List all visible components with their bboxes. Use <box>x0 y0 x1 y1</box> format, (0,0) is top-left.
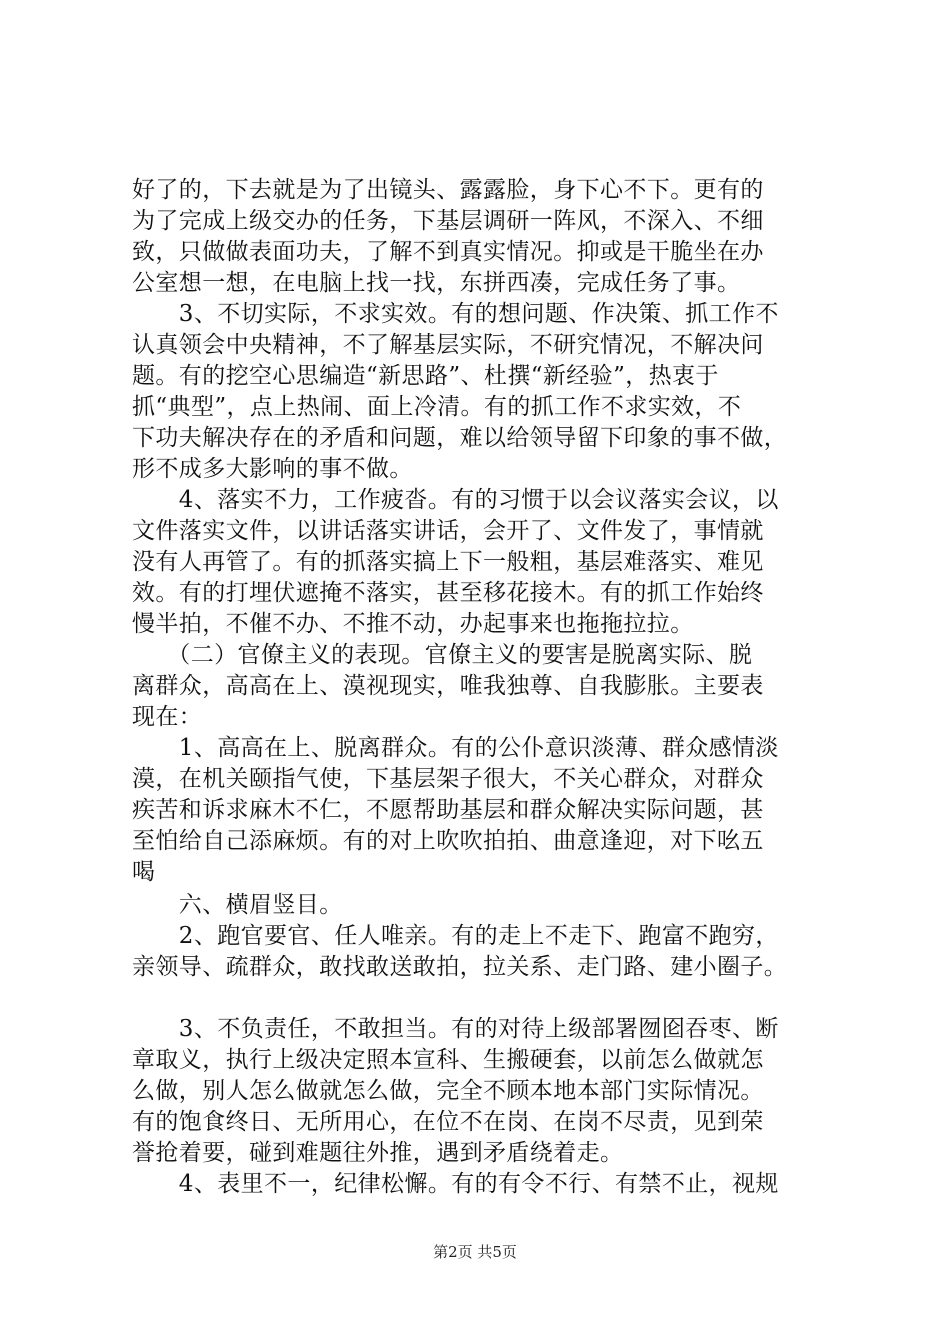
text-line: 效。有的打埋伏遮掩不落实，甚至移花接木。有的抓工作始终 <box>132 580 764 606</box>
text-line: 下功夫解决存在的矛盾和问题，难以给领导留下印象的事不做， <box>132 425 788 451</box>
text-line: 文件落实文件，以讲话落实讲话，会开了、文件发了，事情就 <box>132 518 764 544</box>
text-line: 形不成多大影响的事不做。 <box>132 456 413 482</box>
text-line: 喝 <box>132 859 156 885</box>
text-line: 抓“典型”，点上热闹、面上冷清。有的抓工作不求实效，不 <box>132 394 742 420</box>
text-line: 认真领会中央精神，不了解基层实际，不研究情况，不解决问 <box>132 332 764 358</box>
text-line: 亲领导、疏群众，敢找敢送敢拍，拉关系、走门路、建小圈子。 <box>132 954 788 980</box>
text-line: 为了完成上级交办的任务，下基层调研一阵风，不深入、不细 <box>132 208 764 234</box>
text-line: 公室想一想，在电脑上找一找，东拼西凑，完成任务了事。 <box>132 270 741 296</box>
text-line: 没有人再管了。有的抓落实搞上下一般粗，基层难落实、难见 <box>132 549 764 575</box>
text-line: 有的饱食终日、无所用心，在位不在岗、在岗不尽责，见到荣 <box>132 1109 764 1135</box>
text-line: 3、不负责任，不敢担当。有的对待上级部署囫囵吞枣、断 <box>132 1016 779 1042</box>
text-line: 六、横眉竖目。 <box>132 892 343 918</box>
text-line: 2、跑官要官、任人唯亲。有的走上不走下、跑富不跑穷， <box>132 923 779 949</box>
text-line: 题。有的挖空心思编造“新思路”、杜撰“新经验”，热衷于 <box>132 363 719 389</box>
text-line: 慢半拍，不催不办、不推不动，办起事来也拖拖拉拉。 <box>132 611 694 637</box>
text-line: 现在： <box>132 704 203 730</box>
section-heading-line: （二）官僚主义的表现。官僚主义的要害是脱离实际、脱 <box>132 642 753 668</box>
text-line: 4、表里不一，纪律松懈。有的有令不行、有禁不止，视规 <box>132 1171 779 1197</box>
text-line: 好了的，下去就是为了出镜头、露露脸，身下心不下。更有的 <box>132 177 764 203</box>
text-line: 至怕给自己添麻烦。有的对上吹吹拍拍、曲意逢迎，对下吆五 <box>132 828 764 854</box>
text-line: 誉抢着要，碰到难题往外推，遇到矛盾绕着走。 <box>132 1140 624 1166</box>
text-line: 4、落实不力，工作疲沓。有的习惯于以会议落实会议，以 <box>132 487 779 513</box>
text-line: 么做，别人怎么做就怎么做，完全不顾本地本部门实际情况。 <box>132 1078 764 1104</box>
text-line: 漠，在机关颐指气使，下基层架子很大，不关心群众，对群众 <box>132 766 764 792</box>
page-number-footer: 第2页 共5页 <box>433 1243 517 1261</box>
text-line: 章取义，执行上级决定照本宣科、生搬硬套，以前怎么做就怎 <box>132 1047 764 1073</box>
text-line: 疾苦和诉求麻木不仁，不愿帮助基层和群众解决实际问题，甚 <box>132 797 764 823</box>
text-line: 致，只做做表面功夫，了解不到真实情况。抑或是干脆坐在办 <box>132 239 764 265</box>
text-line: 3、不切实际，不求实效。有的想问题、作决策、抓工作不 <box>132 301 779 327</box>
text-line: 离群众，高高在上、漠视现实，唯我独尊、自我膨胀。主要表 <box>132 673 764 699</box>
text-line: 1、高高在上、脱离群众。有的公仆意识淡薄、群众感情淡 <box>132 735 779 761</box>
